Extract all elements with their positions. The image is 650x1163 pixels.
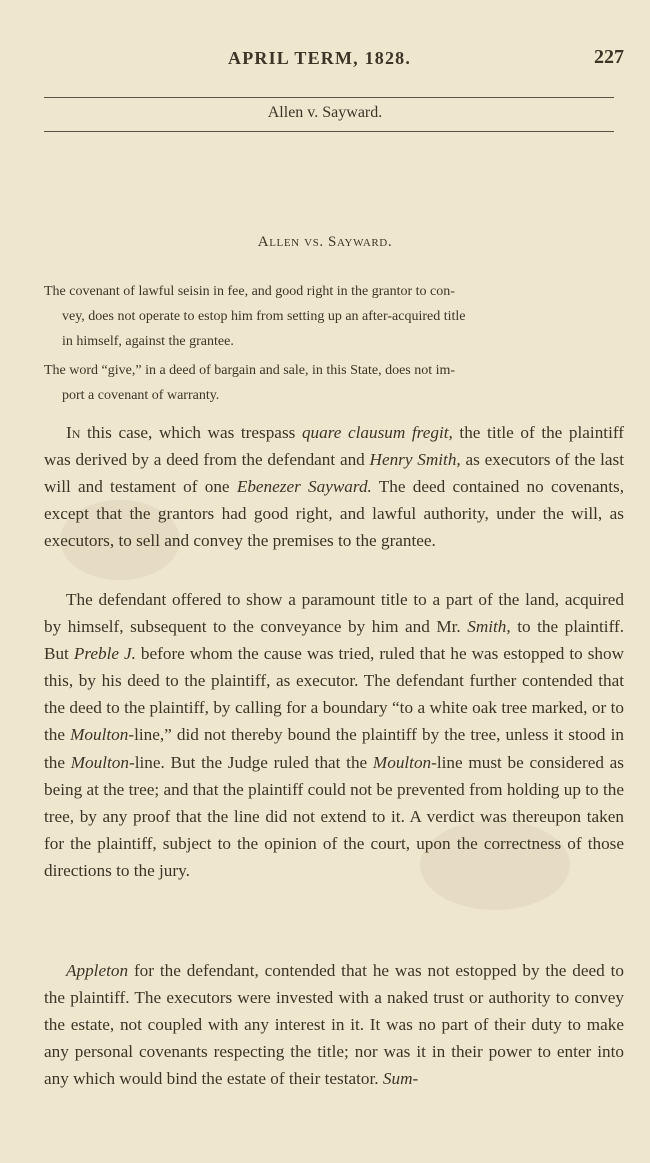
- headnote: [44, 358, 624, 408]
- boundary-name: Moulton: [70, 752, 129, 772]
- party-name: Henry Smith,: [369, 450, 461, 470]
- headnote-line: port a covenant of warranty.: [62, 388, 220, 403]
- body-paragraph: [44, 586, 624, 884]
- paragraph-text: -line,” did not thereby bound the plaintiff by the tree, unless it stood in the: [44, 725, 624, 772]
- paragraph-text: this case, which was trespass: [80, 423, 302, 442]
- body-paragraph: [44, 957, 624, 1092]
- running-head: APRIL TERM, 1828.: [228, 48, 412, 68]
- paragraph-text: for the defendant, contended that he was not estopped by the deed to the plaintiff. The executors were invested with a naked trust or authority to convey the estate, not coupled with any interest in it. It was no part of their duty to make any personal covenants respecting the title; nor was it in their power to enter into any which would bind the estate of their testator.: [44, 961, 624, 1089]
- latin-term: quare clausum fregit,: [301, 423, 453, 442]
- paragraph-text: -line must be considered as being at the tree; and that the plaintiff could not be prevented from holding up to the tree, by any proof that the line did not extend to it. A verdict was thereupon taken for the plaintiff, subject to the opinion of the court, upon the correctness of those directions to the jury.: [44, 752, 624, 880]
- headnote-line: vey, does not operate to estop him from setting up an after-acquired title: [62, 309, 466, 324]
- lead-word: In: [66, 423, 81, 442]
- body-paragraph: [44, 419, 624, 554]
- paragraph-text: before whom the cause was tried, ruled that he was estopped to show this, by his deed to the plaintiff, as executor. The defendant further contended that the deed to the plaintiff, by calling for a boundary “to a white oak tree marked, or to the: [44, 644, 625, 745]
- header-rule-bottom: [44, 131, 614, 132]
- boundary-name: Moulton: [372, 752, 432, 772]
- counsel-name: Appleton: [66, 961, 129, 980]
- paragraph-text: to the plaintiff. But: [44, 617, 624, 664]
- paragraph-text: the title of the plaintiff was derived by a deed from the defendant and: [44, 423, 624, 470]
- boundary-name: Moulton: [70, 725, 129, 745]
- catchword: Sum-: [382, 1069, 419, 1089]
- paragraph-text: The defendant offered to show a paramount title to a part of the land, acquired by himself, subsequent to the conveyance by him and Mr.: [44, 590, 624, 637]
- headnote-line: The covenant of lawful seisin in fee, and good right in the grantor to con-: [44, 284, 455, 299]
- judge-name: Preble J.: [73, 644, 136, 664]
- header-rule-top: [44, 97, 614, 98]
- page-header: [0, 44, 650, 74]
- headnote-line: in himself, against the grantee.: [62, 334, 234, 349]
- page-number: 227: [594, 46, 624, 68]
- paragraph-text: as executors of the last will and testament of one: [44, 450, 624, 497]
- headnote-line: The word “give,” in a deed of bargain and sale, in this State, does not im-: [44, 363, 456, 378]
- party-name: Ebenezer Sayward.: [236, 477, 372, 497]
- party-name: Smith,: [467, 617, 511, 637]
- paragraph-text: The deed contained no covenants, except that the grantors had good right, and lawful authority, under the will, as executors, to sell and convey the premises to the grantee.: [44, 477, 624, 551]
- paragraph-text: -line. But the Judge ruled that the: [128, 752, 373, 772]
- case-title: Allen vs. Sayward.: [257, 234, 393, 250]
- case-caption: Allen v. Sayward.: [267, 104, 383, 121]
- headnote: [44, 279, 624, 354]
